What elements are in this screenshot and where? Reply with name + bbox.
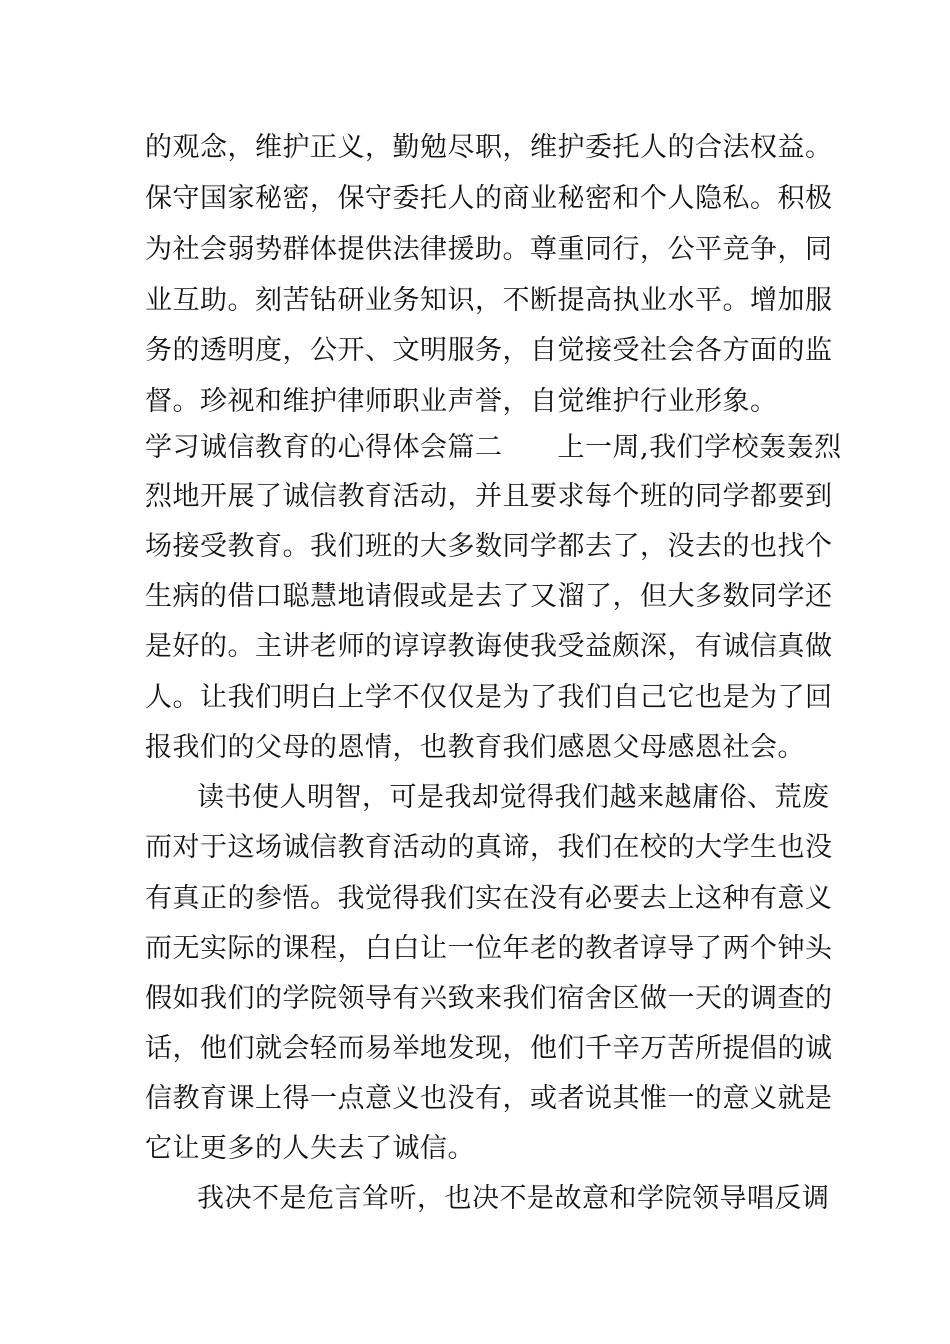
text-line: 场接受教育。我们班的大多数同学都去了，没去的也找个 — [145, 531, 833, 562]
text-line: 信教育课上得一点意义也没有，或者说其惟一的意义就是 — [145, 1083, 833, 1114]
text-line: 话，他们就会轻而易举地发现，他们千辛万苦所提倡的诚 — [145, 1033, 833, 1064]
paragraph-first-line: 读书使人明智，可是我却觉得我们越来越庸俗、荒废 — [197, 782, 830, 813]
text-line: 业互助。刻苦钻研业务知识，不断提高执业水平。增加服 — [145, 285, 833, 316]
text-line: 为社会弱势群体提供法律援助。尊重同行，公平竞争，同 — [145, 234, 833, 265]
text-line: 而对于这场诚信教育活动的真谛，我们在校的大学生也没 — [145, 832, 833, 863]
text-line: 的观念，维护正义，勤勉尽职，维护委托人的合法权益。 — [145, 132, 833, 163]
text-line: 生病的借口聪慧地请假或是去了又溜了，但大多数同学还 — [145, 581, 833, 612]
text-line: 烈地开展了诚信教育活动，并且要求每个班的同学都要到 — [145, 481, 833, 512]
paragraph-first-line: 我决不是危言耸听，也决不是故意和学院领导唱反调 — [197, 1183, 830, 1214]
text-line: 保守国家秘密，保守委托人的商业秘密和个人隐私。积极 — [145, 183, 833, 214]
text-line: 而无实际的课程，白白让一位年老的教者谆导了两个钟头 — [145, 933, 833, 964]
text-line: 是好的。主讲老师的谆谆教诲使我受益颇深，有诚信真做 — [145, 631, 833, 662]
text-line: 督。珍视和维护律师职业声誉，自觉维护行业形象。 — [145, 386, 778, 417]
text-line: 务的透明度，公开、文明服务，自觉接受社会各方面的监 — [145, 335, 833, 366]
section-heading-line: 学习诚信教育的心得体会篇二 上一周,我们学校轰轰烈 — [145, 432, 842, 463]
text-line: 人。让我们明白上学不仅仅是为了我们自己它也是为了回 — [145, 682, 833, 713]
text-line: 报我们的父母的恩情，也教育我们感恩父母感恩社会。 — [145, 732, 805, 763]
text-line: 它让更多的人失去了诚信。 — [145, 1133, 475, 1164]
text-line: 假如我们的学院领导有兴致来我们宿舍区做一天的调查的 — [145, 983, 833, 1014]
text-line: 有真正的参悟。我觉得我们实在没有必要去上这种有意义 — [145, 883, 833, 914]
